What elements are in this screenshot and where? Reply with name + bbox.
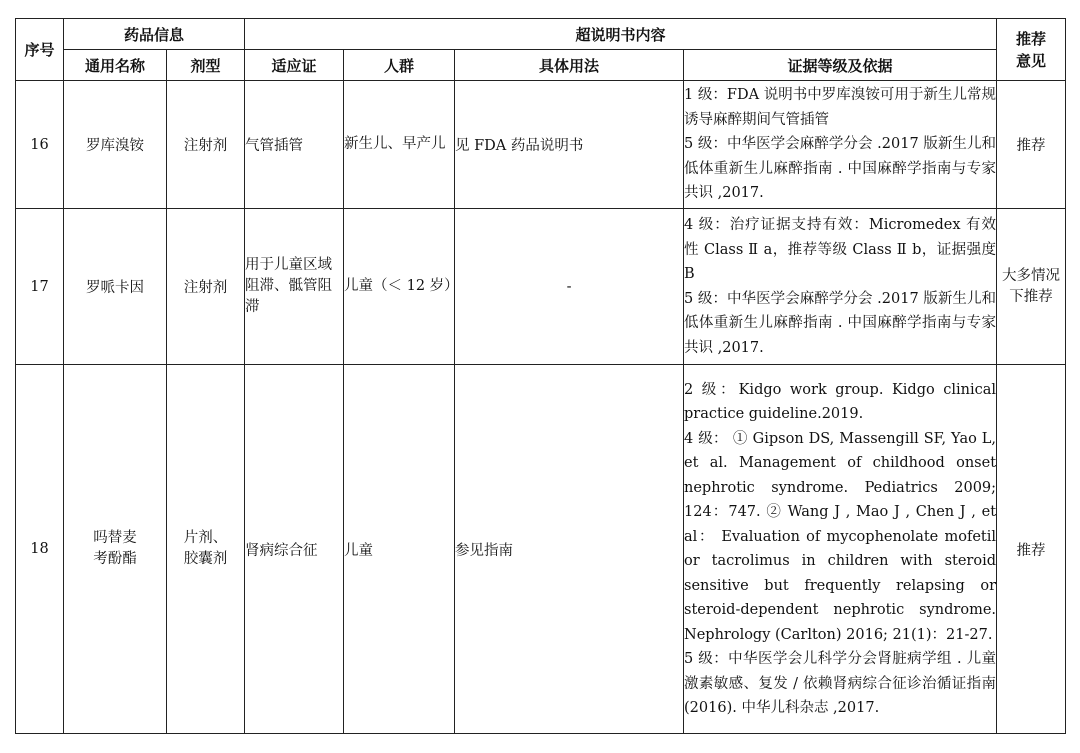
table-row bbox=[16, 365, 1066, 734]
row-generic-name: 罗库溴铵 bbox=[64, 81, 167, 209]
header-generic-name: 通用名称 bbox=[64, 50, 167, 81]
header-drug-info: 药品信息 bbox=[64, 19, 245, 50]
evidence-line: 2 级：Kidgo work group. Kidgo clinical practice guideline.2019. bbox=[684, 381, 997, 422]
header-usage: 具体用法 bbox=[455, 50, 684, 81]
row-population: 儿童 bbox=[344, 365, 455, 734]
row-seq: 16 bbox=[16, 81, 64, 209]
header-recommend-text: 推荐意见 bbox=[1016, 29, 1047, 70]
row-dosage-form: 注射剂 bbox=[167, 209, 245, 365]
header-dosage-form: 剂型 bbox=[167, 50, 245, 81]
row-evidence bbox=[684, 81, 997, 209]
row-dosage-form-text: 片剂、胶囊剂 bbox=[183, 530, 228, 567]
header-indication: 适应证 bbox=[245, 50, 344, 81]
row-usage: - bbox=[455, 209, 684, 365]
evidence-line: 5 级：中华医学会儿科学分会肾脏病学组 . 儿童激素敏感、复发 / 依赖肾病综合征诊治循证指南 (2016). 中华儿科杂志 ,2017. bbox=[684, 651, 997, 716]
row-recommend-text: 大多情况下推荐 bbox=[1002, 267, 1061, 305]
row-generic-name: 罗哌卡因 bbox=[64, 209, 167, 365]
evidence-line: 5 级：中华医学会麻醉学分会 .2017 版新生儿和低体重新生儿麻醉指南 . 中国麻醉学指南与专家共识 ,2017. bbox=[684, 136, 997, 202]
row-dosage-form bbox=[167, 365, 245, 734]
evidence-line: 1 级：FDA 说明书中罗库溴铵可用于新生儿常规诱导麻醉期间气管插管 bbox=[684, 87, 997, 128]
row-generic-name bbox=[64, 365, 167, 734]
row-population: 儿童（＜ 12 岁） bbox=[344, 209, 455, 365]
evidence-line: 4 级： ① Gipson DS, Massengill SF, Yao L, et al. Management of childhood onset nephrotic syndrome. Pediatrics 2009; 124：747. ② Wang J , Mao J , Chen J , et al： Evaluation of mycophenolate mofetil or tacrolimus in children with steroid sensitive but frequently relapsing or steroid-dependent nephrotic syndrome. Nephrology (Carlton) 2016; 21(1)：21-27. bbox=[684, 430, 997, 643]
row-indication: 肾病综合征 bbox=[245, 365, 344, 734]
table-row bbox=[16, 81, 1066, 209]
row-seq: 18 bbox=[16, 365, 64, 734]
table-row bbox=[16, 209, 1066, 365]
header-population: 人群 bbox=[344, 50, 455, 81]
header-seq: 序号 bbox=[16, 19, 64, 81]
row-evidence bbox=[684, 209, 997, 365]
evidence-line: 4 级：治疗证据支持有效：Micromedex 有效性 Class Ⅱ a，推荐等级 Class Ⅱ b，证据强度 B bbox=[684, 217, 997, 282]
row-seq: 17 bbox=[16, 209, 64, 365]
header-evidence: 证据等级及依据 bbox=[684, 50, 997, 81]
row-usage: 参见指南 bbox=[455, 365, 684, 734]
row-recommend: 推荐 bbox=[997, 81, 1066, 209]
row-population: 新生儿、早产儿 bbox=[344, 81, 455, 209]
row-dosage-form: 注射剂 bbox=[167, 81, 245, 209]
header-recommend bbox=[997, 19, 1066, 81]
drug-table bbox=[15, 18, 1066, 734]
row-generic-name-text: 吗替麦考酚酯 bbox=[93, 530, 137, 567]
evidence-line: 5 级：中华医学会麻醉学分会 .2017 版新生儿和低体重新生儿麻醉指南 . 中国麻醉学指南与专家共识 ,2017. bbox=[684, 290, 997, 356]
row-recommend bbox=[997, 209, 1066, 365]
row-indication: 气管插管 bbox=[245, 81, 344, 209]
row-usage: 见 FDA 药品说明书 bbox=[455, 81, 684, 209]
header-off-label: 超说明书内容 bbox=[245, 19, 997, 50]
row-evidence bbox=[684, 365, 997, 734]
row-indication: 用于儿童区域阻滞、骶管阻滞 bbox=[245, 209, 344, 365]
row-recommend: 推荐 bbox=[997, 365, 1066, 734]
